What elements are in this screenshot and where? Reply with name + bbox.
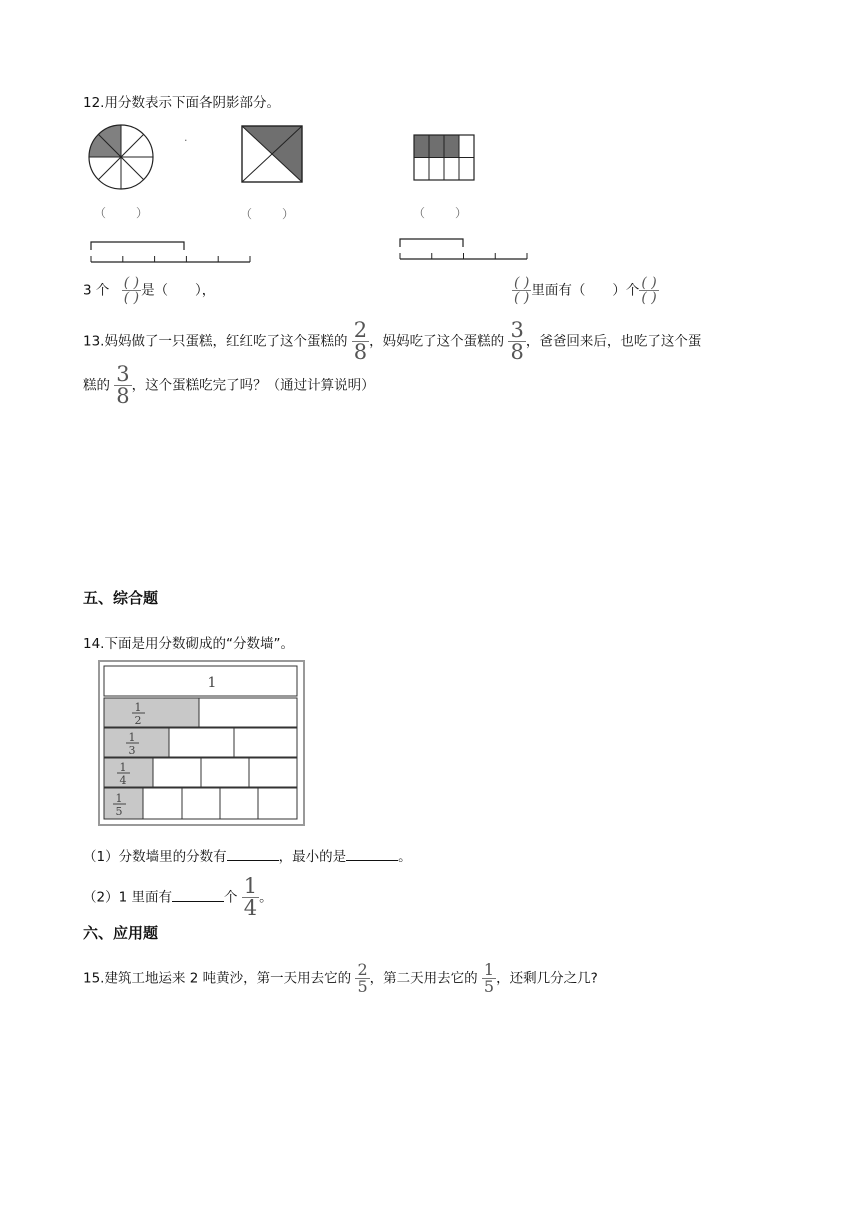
q15-text: 15.建筑工地运来 2 吨黄沙，第一天用去它的 $\frac{2}{5}$ ，第二天用去它的 $\frac{1}{5}$ ，还剩几分之几? xyxy=(83,960,598,996)
wall-half-shaded xyxy=(104,698,199,727)
answer-blank[interactable] xyxy=(346,848,398,861)
q14-text: 14.下面是用分数砌成的“分数墙”。 xyxy=(83,636,294,652)
fraction-2-8: $\frac{2}{8}$ xyxy=(353,318,368,364)
fraction-1-5: $\frac{1}{5}$ xyxy=(483,960,495,996)
stray-dot: · xyxy=(184,134,188,147)
q12-fill-line-2: $\frac{( )}{( )}$ 里面有（ ）个 $\frac{( )}{( )}$ xyxy=(514,275,657,306)
wall-fifth xyxy=(182,788,220,819)
wall-quarter xyxy=(201,758,249,787)
fraction-1-4: $\frac{1}{4}$ xyxy=(243,874,258,920)
wall-fifth xyxy=(143,788,182,819)
svg-text:1: 1 xyxy=(115,792,123,805)
section-6-title: 六、应用题 xyxy=(83,924,159,942)
q13-line-1: 13.妈妈做了一只蛋糕，红红吃了这个蛋糕的 $\frac{2}{8}$ ，妈妈吃了这个蛋糕的 $\frac{3}{8}$ ，爸爸回来后，也吃了这个蛋 xyxy=(83,318,702,364)
wall-quarter xyxy=(249,758,297,787)
wall-row-whole xyxy=(104,666,297,696)
svg-text:3: 3 xyxy=(128,744,136,757)
svg-text:1: 1 xyxy=(134,701,142,714)
circle-figure xyxy=(86,122,156,192)
fraction-3-8: $\frac{3}{8}$ xyxy=(116,362,130,408)
svg-text:1: 1 xyxy=(119,761,127,774)
section-5-title: 五、综合题 xyxy=(83,589,159,607)
svg-text:2: 2 xyxy=(134,714,142,727)
svg-text:4: 4 xyxy=(119,774,127,787)
fraction-2-5: $\frac{2}{5}$ xyxy=(357,960,368,996)
fraction-3-8: $\frac{3}{8}$ xyxy=(510,318,524,364)
square-figure xyxy=(241,125,303,183)
fraction-wall xyxy=(98,660,305,826)
grid-shaded-cells xyxy=(414,135,459,157)
q12-fill-line-1: 3 个 $\frac{( )}{( )}$ 是（ ）， xyxy=(83,275,216,306)
q14-sub-1: （1）分数墙里的分数有 ，最小的是 。 xyxy=(83,849,412,865)
q13-line-2: 糕的 $\frac{3}{8}$ ，这个蛋糕吃完了吗？（通过计算说明） xyxy=(83,362,375,408)
svg-text:1: 1 xyxy=(128,731,136,744)
answer-blank[interactable] xyxy=(172,889,224,902)
answer-paren-3: （ ） xyxy=(413,206,470,220)
wall-third xyxy=(169,728,234,757)
number-line-2 xyxy=(397,235,531,263)
grid-figure xyxy=(413,134,475,182)
number-line-2-bracket xyxy=(400,239,463,247)
answer-paren-1: （ ） xyxy=(94,206,151,220)
svg-text:5: 5 xyxy=(115,805,123,818)
answer-blank[interactable] xyxy=(227,848,279,861)
number-line-1 xyxy=(88,238,254,266)
q14-sub-2: （2）1 里面有 个 $\frac{1}{4}$ 。 xyxy=(83,874,273,920)
answer-paren-2: （ ） xyxy=(240,207,297,221)
placeholder-fraction: $\frac{( )}{( )}$ xyxy=(514,275,530,306)
wall-fifth xyxy=(258,788,297,819)
wall-whole-label: 1 xyxy=(207,675,217,691)
wall-quarter xyxy=(153,758,201,787)
q12-text: 12.用分数表示下面各阴影部分。 xyxy=(83,95,280,111)
wall-half xyxy=(199,698,297,727)
wall-fifth xyxy=(220,788,258,819)
placeholder-fraction: $\frac{( )}{( )}$ xyxy=(123,275,140,306)
placeholder-fraction: $\frac{( )}{( )}$ xyxy=(641,275,657,306)
wall-third xyxy=(234,728,297,757)
number-line-1-bracket xyxy=(91,242,184,250)
